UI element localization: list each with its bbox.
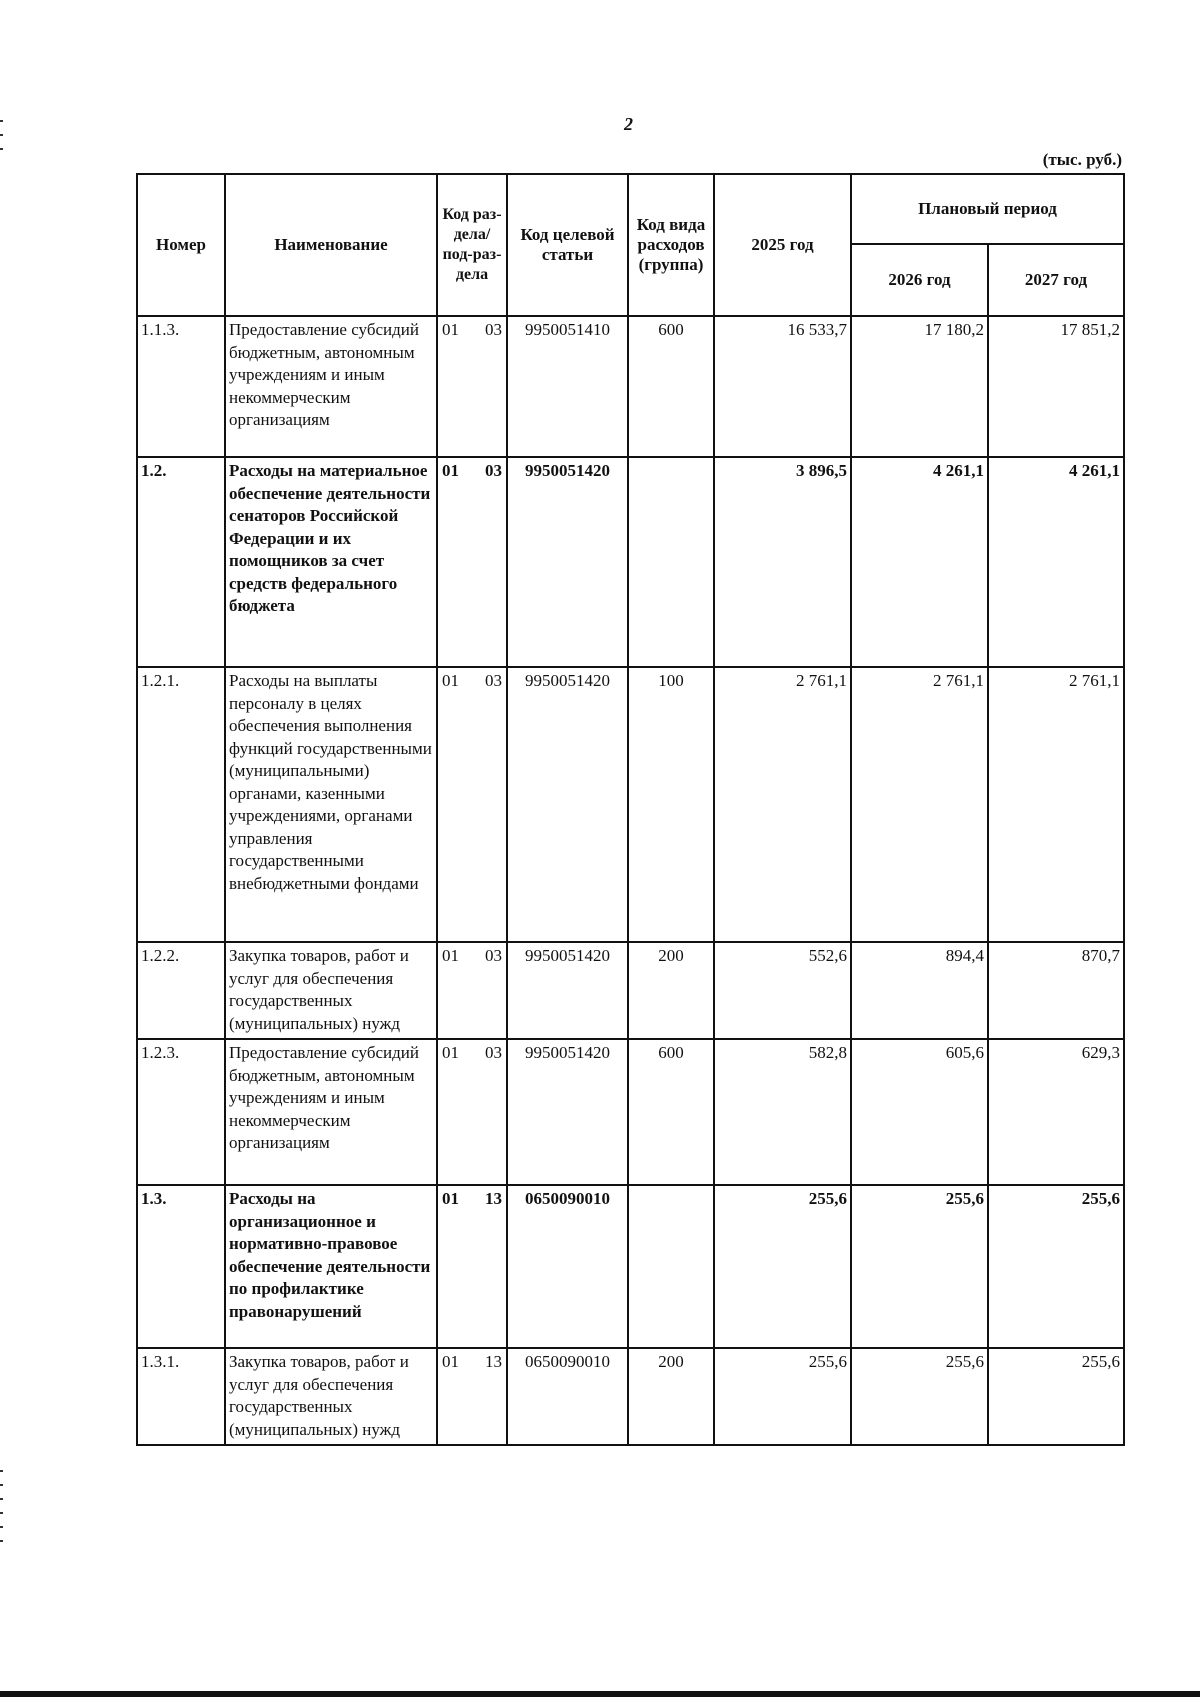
row-value-2026: 2 761,1 (851, 667, 988, 942)
row-number: 1.2.2. (137, 942, 225, 1039)
row-number: 1.2.1. (137, 667, 225, 942)
row-section: 01 (442, 1352, 459, 1371)
row-target-code: 9950051420 (507, 667, 628, 942)
row-section: 01 (442, 1189, 459, 1208)
row-expense-type (628, 457, 714, 667)
scan-bottom-edge (0, 1691, 1200, 1697)
row-section-code (437, 942, 507, 1039)
row-section-code (437, 1348, 507, 1445)
page-number: 2 (624, 114, 633, 134)
table-row (137, 942, 1124, 1039)
header-target-code: Код целевой статьи (507, 174, 628, 316)
row-name: Расходы на выплаты персоналу в целях обеспечения выполнения функций государственными (муниципальными) органами, казенными учреждениями, органами управления государственными внебюджетными фондами (225, 667, 437, 942)
table-row (137, 316, 1124, 457)
row-name: Расходы на организационное и нормативно-правовое обеспечение деятельности по профилактике правонарушений (225, 1185, 437, 1348)
row-value-2025: 255,6 (714, 1348, 851, 1445)
row-section: 01 (442, 320, 459, 339)
row-expense-type (628, 1185, 714, 1348)
row-name: Закупка товаров, работ и услуг для обеспечения государственных (муниципальных) нужд (225, 1348, 437, 1445)
row-value-2025: 582,8 (714, 1039, 851, 1185)
row-section: 01 (442, 1043, 459, 1062)
row-subsection: 03 (485, 946, 502, 965)
row-value-2027: 255,6 (988, 1185, 1124, 1348)
row-target-code: 0650090010 (507, 1348, 628, 1445)
row-value-2027: 870,7 (988, 942, 1124, 1039)
row-target-code: 0650090010 (507, 1185, 628, 1348)
header-2025: 2025 год (714, 174, 851, 316)
row-subsection: 03 (485, 320, 502, 339)
row-section: 01 (442, 461, 459, 480)
header-number: Номер (137, 174, 225, 316)
row-target-code: 9950051410 (507, 316, 628, 457)
row-subsection: 03 (485, 671, 502, 690)
row-name: Предоставление субсидий бюджетным, автономным учреждениям и иным некоммерческим организациям (225, 1039, 437, 1185)
row-value-2027: 629,3 (988, 1039, 1124, 1185)
row-target-code: 9950051420 (507, 942, 628, 1039)
row-value-2027: 255,6 (988, 1348, 1124, 1445)
row-section-code (437, 316, 507, 457)
header-planned-period: Плановый период (851, 174, 1124, 244)
row-expense-type: 600 (628, 316, 714, 457)
row-section: 01 (442, 946, 459, 965)
row-value-2025: 255,6 (714, 1185, 851, 1348)
row-subsection: 13 (485, 1189, 502, 1208)
table-row (137, 457, 1124, 667)
row-value-2026: 17 180,2 (851, 316, 988, 457)
row-value-2026: 4 261,1 (851, 457, 988, 667)
table-row (137, 667, 1124, 942)
header-name: Наименование (225, 174, 437, 316)
row-expense-type: 100 (628, 667, 714, 942)
row-value-2025: 3 896,5 (714, 457, 851, 667)
row-value-2027: 4 261,1 (988, 457, 1124, 667)
row-number: 1.2.3. (137, 1039, 225, 1185)
row-value-2026: 605,6 (851, 1039, 988, 1185)
row-name: Закупка товаров, работ и услуг для обеспечения государственных (муниципальных) нужд (225, 942, 437, 1039)
scan-edge-marks (0, 1470, 3, 1554)
row-value-2027: 2 761,1 (988, 667, 1124, 942)
row-section-code (437, 1185, 507, 1348)
row-value-2026: 255,6 (851, 1348, 988, 1445)
row-value-2025: 16 533,7 (714, 316, 851, 457)
row-number: 1.3. (137, 1185, 225, 1348)
row-subsection: 03 (485, 461, 502, 480)
table-row (137, 1039, 1124, 1185)
row-name: Расходы на материальное обеспечение деятельности сенаторов Российской Федерации и их помощников за счет средств федерального бюджета (225, 457, 437, 667)
header-2027: 2027 год (988, 244, 1124, 316)
header-section-code: Код раз-дела/ под-раз-дела (437, 174, 507, 316)
header-2026: 2026 год (851, 244, 988, 316)
row-expense-type: 200 (628, 1348, 714, 1445)
budget-table (136, 173, 1125, 1446)
header-expense-type: Код вида расходов (группа) (628, 174, 714, 316)
table-row (137, 1185, 1124, 1348)
row-section: 01 (442, 671, 459, 690)
row-value-2025: 2 761,1 (714, 667, 851, 942)
row-expense-type: 200 (628, 942, 714, 1039)
table-row (137, 1348, 1124, 1445)
row-target-code: 9950051420 (507, 457, 628, 667)
row-expense-type: 600 (628, 1039, 714, 1185)
scan-edge-marks (0, 120, 3, 162)
row-number: 1.3.1. (137, 1348, 225, 1445)
row-subsection: 03 (485, 1043, 502, 1062)
row-value-2026: 894,4 (851, 942, 988, 1039)
row-section-code (437, 457, 507, 667)
row-section-code (437, 667, 507, 942)
row-number: 1.1.3. (137, 316, 225, 457)
row-section-code (437, 1039, 507, 1185)
row-subsection: 13 (485, 1352, 502, 1371)
row-value-2027: 17 851,2 (988, 316, 1124, 457)
row-target-code: 9950051420 (507, 1039, 628, 1185)
row-value-2026: 255,6 (851, 1185, 988, 1348)
row-name: Предоставление субсидий бюджетным, автономным учреждениям и иным некоммерческим организациям (225, 316, 437, 457)
row-value-2025: 552,6 (714, 942, 851, 1039)
row-number: 1.2. (137, 457, 225, 667)
units-label: (тыс. руб.) (1042, 150, 1122, 169)
